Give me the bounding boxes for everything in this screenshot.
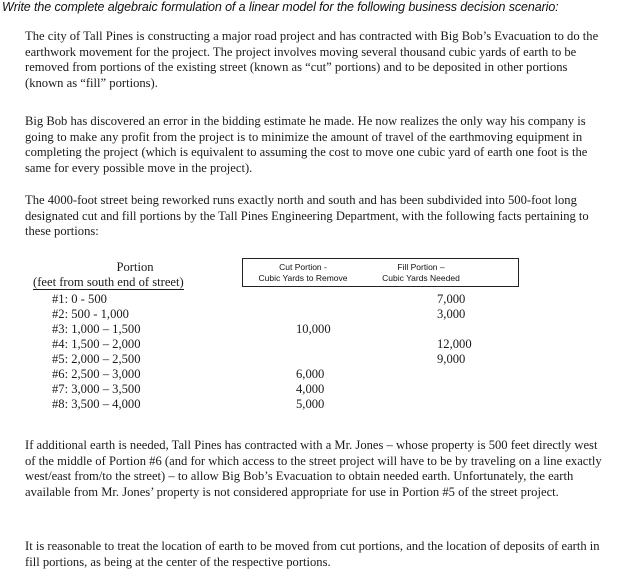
table-row <box>0 382 620 397</box>
table-row <box>0 322 620 337</box>
portion-cell: #7: 3,000 – 3,500 <box>52 382 141 396</box>
table-row <box>0 352 620 367</box>
question-prompt: Write the complete algebraic formulation of a linear model for the following business decision scenario: <box>2 0 559 14</box>
paragraph-street-portions: The 4000-foot street being reworked runs exactly north and south and has been subdivided into 500-foot long designated cut and fill portions by the Tall Pines Engineering Department, with the following facts pertaining to these portions: <box>25 193 589 238</box>
portion-cell: #4: 1,500 – 2,000 <box>52 337 141 351</box>
fill-cell: 7,000 <box>437 292 466 306</box>
fill-column-header <box>366 262 476 284</box>
portion-cell: #8: 3,500 – 4,000 <box>52 397 141 411</box>
table-rows <box>0 292 620 412</box>
fill-cell: 9,000 <box>437 352 466 366</box>
fill-cell: 12,000 <box>437 337 472 351</box>
paragraph-bidding-error: Big Bob has discovered an error in the bidding estimate he made. He now realizes the only way his company is going to make any profit from the project is to minimize the amount of travel of the earthmoving equipment in completing the project (which is equivalent to assuming the cost to move one cubic yard of earth one foot is the same for every possible move in the project). <box>25 114 588 175</box>
fill-header-line2: Cubic Yards Needed <box>382 273 460 283</box>
table-row <box>0 397 620 412</box>
cut-cell: 5,000 <box>296 397 325 411</box>
table-row <box>0 292 620 307</box>
portion-cell: #2: 500 - 1,000 <box>52 307 129 321</box>
table-row <box>0 367 620 382</box>
fill-header-line1: Fill Portion – <box>397 262 445 272</box>
portion-column-subheader: (feet from south end of street) <box>33 275 184 289</box>
portion-column-header: Portion <box>116 260 154 274</box>
portion-cell: #1: 0 - 500 <box>52 292 107 306</box>
cut-column-header <box>248 262 358 284</box>
paragraph-mr-jones: If additional earth is needed, Tall Pines has contracted with a Mr. Jones – whose property is 500 feet directly west of the middle of Portion #6 (and for which access to the street project will have to be by traveling on a line exactly west/east from/to the street) – to allow Big Bob’s Evacuation to obtain needed earth. Unfortunately, the earth available from Mr. Jones’ property is not considered appropriate for use in Portion #5 of the street project. <box>25 438 602 499</box>
cut-header-line2: Cubic Yards to Remove <box>258 273 348 283</box>
cut-cell: 4,000 <box>296 382 325 396</box>
portion-cell: #3: 1,000 – 1,500 <box>52 322 141 336</box>
cut-cell: 10,000 <box>296 322 331 336</box>
fill-cell: 3,000 <box>437 307 466 321</box>
portion-cell: #5: 2,000 – 2,500 <box>52 352 141 366</box>
portion-cell: #6: 2,500 – 3,000 <box>52 367 141 381</box>
cut-cell: 6,000 <box>296 367 325 381</box>
paragraph-center-assumption: It is reasonable to treat the location of earth to be moved from cut portions, and the location of deposits of earth in fill portions, as being at the center of the respective portions. <box>25 539 600 569</box>
cut-header-line1: Cut Portion - <box>279 262 327 272</box>
table-row <box>0 337 620 352</box>
paragraph-project-intro: The city of Tall Pines is constructing a major road project and has contracted with Big Bob’s Evacuation to do the earthwork movement for the project. The project involves moving several thousand cubic yards of earth to be removed from portions of the existing street (known as “cut” portions) and to be deposited in other portions (known as “fill” portions). <box>25 29 599 90</box>
table-row <box>0 307 620 322</box>
